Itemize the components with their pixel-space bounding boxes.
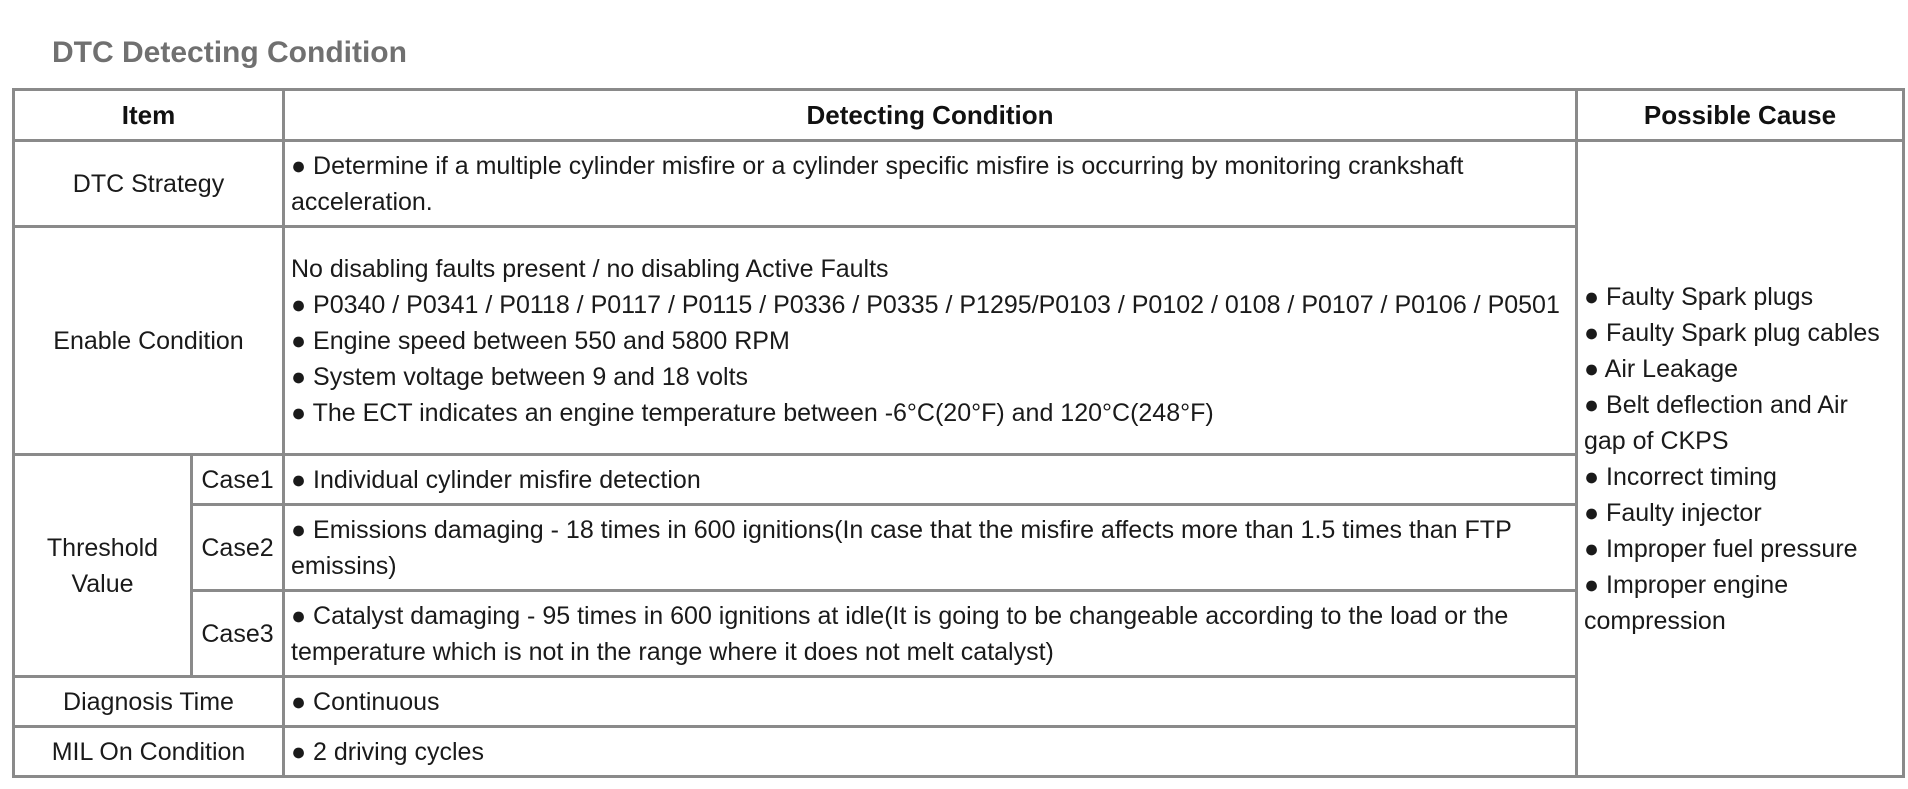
item-strategy: DTC Strategy [14,141,284,227]
cause-item: ● Faulty Spark plug cables [1584,318,1880,347]
item-diagnosis: Diagnosis Time [14,677,284,727]
condition-line: ● The ECT indicates an engine temperature between -6°C(20°F) and 120°C(248°F) [291,398,1214,427]
possible-cause-cell [1577,141,1904,777]
header-cause: Possible Cause [1577,90,1904,141]
case-label: Case3 [192,591,284,677]
header-condition: Detecting Condition [284,90,1577,141]
condition-line: ● Determine if a multiple cylinder misfire or a cylinder specific misfire is occurring by monitoring crankshaft acceleration. [291,151,1464,216]
condition-line: ● P0340 / P0341 / P0118 / P0117 / P0115 / P0336 / P0335 / P1295/P0103 / P0102 / 0108 / P0107 / P0106 / P0501 [291,290,1560,319]
item-mil: MIL On Condition [14,727,284,777]
dtc-table [12,88,1905,778]
cause-item: ● Improper engine compression [1584,570,1789,635]
item-enable: Enable Condition [14,227,284,455]
header-item: Item [14,90,284,141]
cause-item: ● Air Leakage [1584,354,1739,383]
condition-line: ● Engine speed between 550 and 5800 RPM [291,326,790,355]
header-row [14,90,1904,141]
condition-strategy [284,141,1577,227]
page-title: DTC Detecting Condition [52,36,407,69]
case-label: Case2 [192,505,284,591]
cause-item: ● Faulty Spark plugs [1584,282,1814,311]
condition-enable [284,227,1577,455]
cause-item: ● Belt deflection and Air gap of CKPS [1584,390,1848,455]
condition-line: No disabling faults present / no disabling Active Faults [291,254,889,283]
cause-item: ● Faulty injector [1584,498,1762,527]
cause-item: ● Incorrect timing [1584,462,1777,491]
cause-item: ● Improper fuel pressure [1584,534,1858,563]
item-threshold: Threshold Value [14,455,192,677]
condition-case1: ● Individual cylinder misfire detection [284,455,1577,505]
row-strategy [14,141,1904,227]
case-label: Case1 [192,455,284,505]
condition-line: ● System voltage between 9 and 18 volts [291,362,749,391]
condition-diagnosis: ● Continuous [284,677,1577,727]
condition-mil: ● 2 driving cycles [284,727,1577,777]
condition-case2: ● Emissions damaging - 18 times in 600 ignitions(In case that the misfire affects more than 1.5 times than FTP emissins) [284,505,1577,591]
condition-case3: ● Catalyst damaging - 95 times in 600 ignitions at idle(It is going to be changeable according to the load or the temperature which is not in the range where it does not melt catalyst) [284,591,1577,677]
